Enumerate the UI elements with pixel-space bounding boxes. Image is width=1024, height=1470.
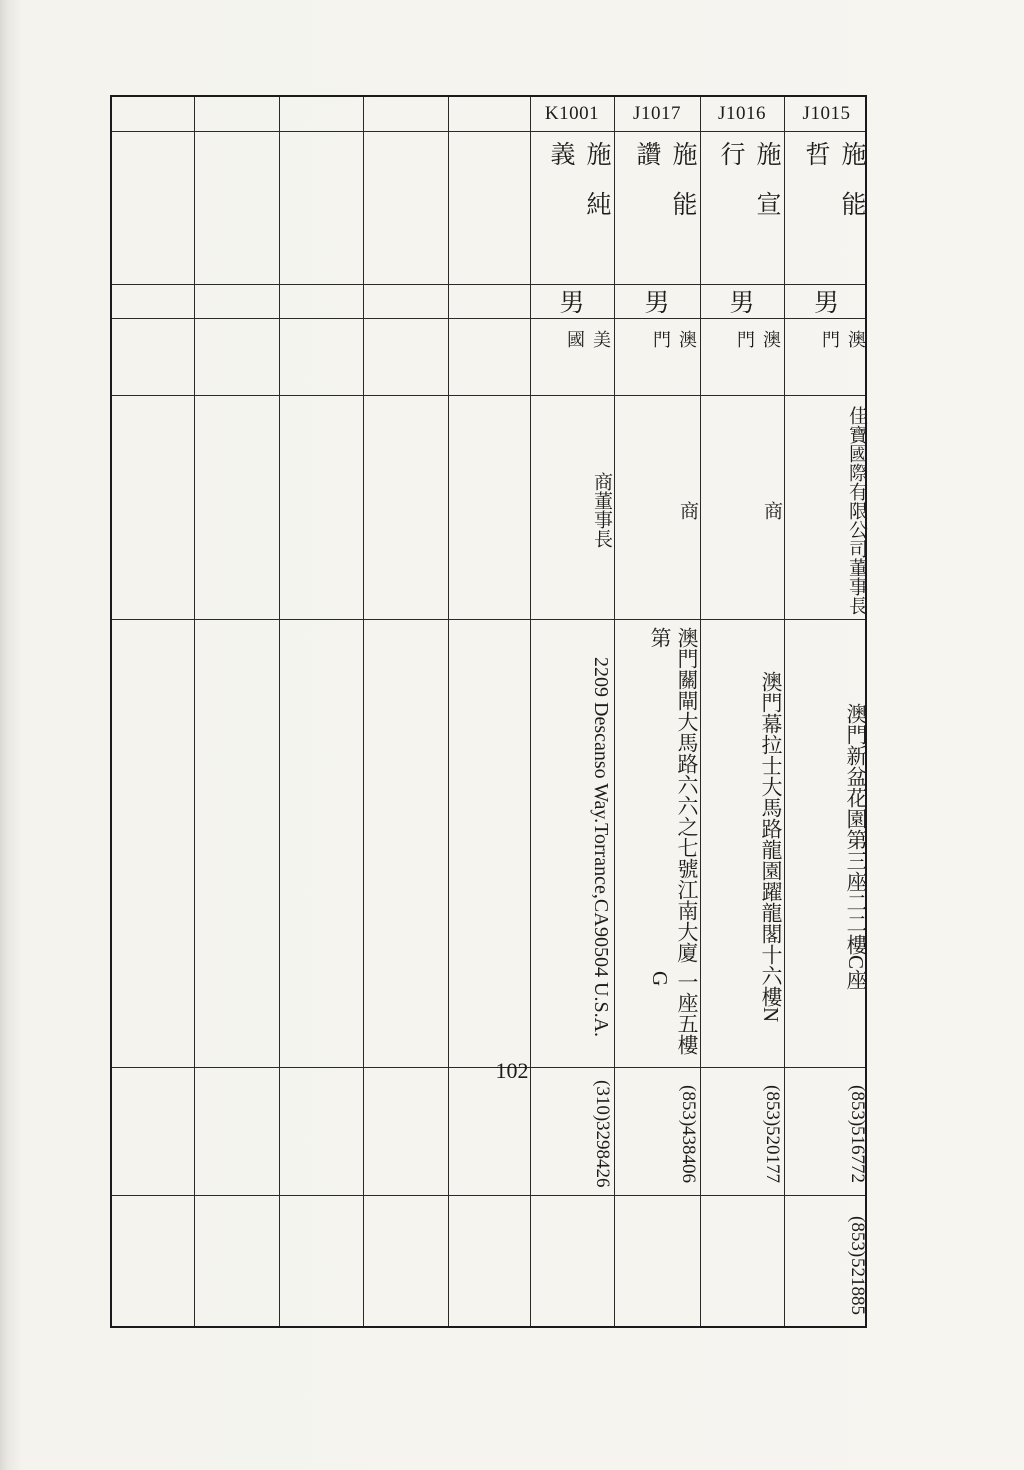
address-line: 澳門關閘大馬路六六之七號江南大廈第 — [648, 627, 699, 963]
occupation-line: 佳寶國際有限公司 — [846, 405, 867, 558]
page-number: 102 — [495, 1058, 529, 1083]
address-line: 澳門新盆花園第三座二二樓C座 — [844, 703, 868, 991]
phone-number: 3298426 — [592, 1121, 613, 1188]
record-name: 施能哲 — [802, 141, 865, 241]
occupation-line: 商 — [591, 472, 612, 491]
record-occupation — [614, 395, 700, 619]
record-occupation — [700, 395, 784, 619]
occupation-line: 董事長 — [591, 491, 612, 548]
record-address — [700, 619, 784, 1067]
column-divider — [363, 97, 364, 1326]
record-name: 施宣行 — [717, 141, 780, 241]
record-nationality: 澳門 — [735, 330, 781, 376]
address-line: 一座五樓G — [648, 971, 699, 1056]
occupation-line: 商 — [677, 500, 698, 520]
record-phone1 — [530, 1067, 614, 1195]
column-divider — [194, 97, 195, 1326]
member-table — [110, 95, 867, 1328]
phone-area-code: (853) — [847, 1216, 868, 1258]
record-gender: 男 — [813, 290, 839, 317]
address-line: 2209 Descanso Way.Torrance,CA — [590, 657, 612, 927]
record-code: K1001 — [544, 103, 600, 124]
phone-number: 516772 — [847, 1126, 868, 1184]
phone-area-code: (310) — [592, 1080, 613, 1122]
record-name: 施能讚 — [633, 141, 696, 241]
record-occupation — [530, 395, 614, 619]
record-nationality: 澳門 — [651, 330, 697, 376]
column-divider — [279, 97, 280, 1326]
occupation-line: 商 — [761, 500, 782, 520]
record-address — [614, 619, 700, 1067]
record-nationality: 美國 — [565, 330, 611, 376]
record-name: 施純義 — [547, 141, 610, 241]
record-address — [530, 619, 614, 1067]
address-line: 澳門幕拉士大馬路龍園躍龍閣十六樓N — [759, 671, 783, 1023]
row-divider — [112, 1195, 865, 1196]
record-address — [784, 619, 869, 1067]
record-gender: 男 — [644, 290, 670, 317]
record-occupation — [784, 395, 869, 619]
record-code: J1016 — [718, 103, 766, 124]
column-divider — [448, 97, 449, 1326]
record-phone2 — [784, 1195, 869, 1330]
record-phone1 — [614, 1067, 700, 1195]
record-phone1 — [784, 1067, 869, 1195]
address-line: 90504 U.S.A. — [590, 926, 612, 1037]
occupation-line: 董事長 — [846, 557, 867, 615]
record-gender: 男 — [559, 290, 585, 317]
phone-number: 438406 — [678, 1126, 699, 1184]
phone-area-code: (853) — [847, 1084, 868, 1127]
record-code: J1015 — [802, 103, 851, 124]
phone-number: 520177 — [762, 1126, 783, 1184]
phone-area-code: (853) — [762, 1084, 783, 1127]
record-code: J1017 — [633, 103, 681, 124]
record-nationality: 澳門 — [820, 330, 866, 376]
phone-area-code: (853) — [678, 1084, 699, 1127]
record-gender: 男 — [729, 290, 755, 317]
record-phone1 — [700, 1067, 784, 1195]
phone-number: 521885 — [847, 1257, 868, 1315]
